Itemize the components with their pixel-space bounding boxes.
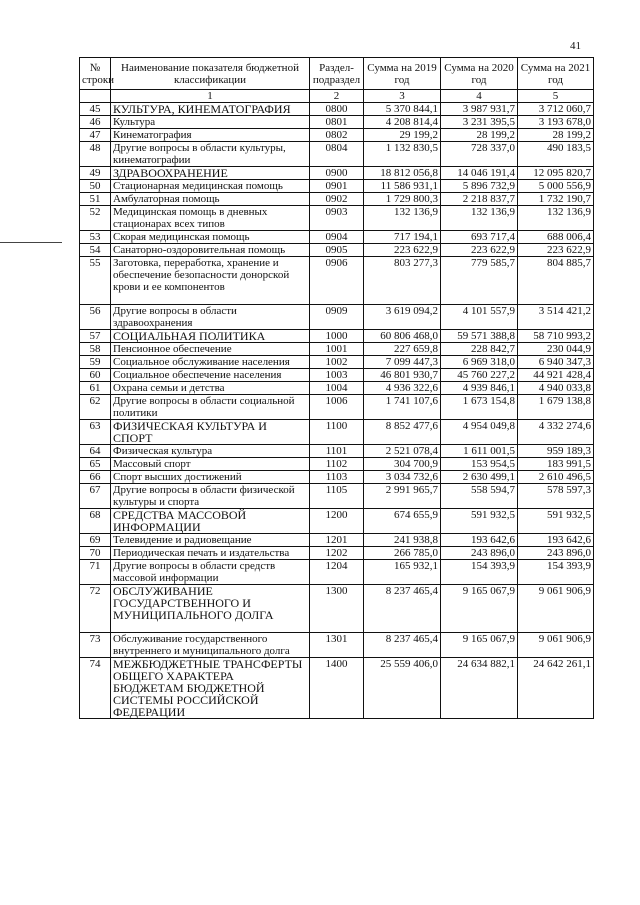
- amount-2021: 9 061 906,9: [518, 633, 594, 658]
- amount-2021: 193 642,6: [518, 534, 594, 547]
- amount-2020: 591 932,5: [441, 509, 518, 534]
- row-number: 55: [80, 257, 111, 305]
- section-code: 1204: [310, 560, 364, 585]
- amount-2020: 153 954,5: [441, 458, 518, 471]
- row-number: 45: [80, 103, 111, 116]
- row-number: 52: [80, 206, 111, 231]
- amount-2020: 4 954 049,8: [441, 420, 518, 445]
- section-code: 0905: [310, 244, 364, 257]
- header-2021: Сумма на 2021 год: [518, 58, 594, 90]
- amount-2020: 2 630 499,1: [441, 471, 518, 484]
- indicator-name: Кинематография: [111, 129, 310, 142]
- row-number: 48: [80, 142, 111, 167]
- indicator-name: Физическая культура: [111, 445, 310, 458]
- row-number: 63: [80, 420, 111, 445]
- table-row: [80, 356, 594, 369]
- section-code: 0801: [310, 116, 364, 129]
- amount-2021: 3 712 060,7: [518, 103, 594, 116]
- amount-2021: 3 514 421,2: [518, 305, 594, 330]
- amount-2020: 132 136,9: [441, 206, 518, 231]
- indicator-name: Обслуживание государственного внутреннего и муниципального долга: [111, 633, 310, 658]
- amount-2019: 1 741 107,6: [364, 395, 441, 420]
- amount-2020: 9 165 067,9: [441, 585, 518, 633]
- indicator-name: Санаторно-оздоровительная помощь: [111, 244, 310, 257]
- amount-2021: 688 006,4: [518, 231, 594, 244]
- indicator-name: Периодическая печать и издательства: [111, 547, 310, 560]
- indicator-name: МЕЖБЮДЖЕТНЫЕ ТРАНСФЕРТЫ ОБЩЕГО ХАРАКТЕРА БЮДЖЕТАМ БЮДЖЕТНОЙ СИСТЕМЫ РОССИЙСКОЙ ФЕДЕРАЦИИ: [111, 658, 310, 719]
- amount-2019: 3 619 094,2: [364, 305, 441, 330]
- amount-2021: 3 193 678,0: [518, 116, 594, 129]
- amount-2019: 266 785,0: [364, 547, 441, 560]
- amount-2020: 9 165 067,9: [441, 633, 518, 658]
- section-code: 1101: [310, 445, 364, 458]
- amount-2020: 3 231 395,5: [441, 116, 518, 129]
- amount-2021: 490 183,5: [518, 142, 594, 167]
- header-section: Раздел-подраздел: [310, 58, 364, 90]
- amount-2019: 29 199,2: [364, 129, 441, 142]
- amount-2020: 2 218 837,7: [441, 193, 518, 206]
- table-row: [80, 445, 594, 458]
- indicator-name: Пенсионное обеспечение: [111, 343, 310, 356]
- table-body: [80, 103, 594, 719]
- amount-2021: 154 393,9: [518, 560, 594, 585]
- table-row: [80, 458, 594, 471]
- section-code: 1300: [310, 585, 364, 633]
- section-code: 1000: [310, 330, 364, 343]
- row-number: 62: [80, 395, 111, 420]
- amount-2019: 165 932,1: [364, 560, 441, 585]
- amount-2019: 11 586 931,1: [364, 180, 441, 193]
- amount-2021: 230 044,9: [518, 343, 594, 356]
- row-number: 69: [80, 534, 111, 547]
- amount-2021: 183 991,5: [518, 458, 594, 471]
- amount-2019: 18 812 056,8: [364, 167, 441, 180]
- section-code: 1202: [310, 547, 364, 560]
- table-row: [80, 509, 594, 534]
- section-code: 0900: [310, 167, 364, 180]
- row-number: 72: [80, 585, 111, 633]
- table-row: [80, 142, 594, 167]
- indicator-name: Спорт высших достижений: [111, 471, 310, 484]
- section-code: 0909: [310, 305, 364, 330]
- header-indicator-name: Наименование показателя бюджетной классификации: [111, 58, 310, 90]
- amount-2020: 24 634 882,1: [441, 658, 518, 719]
- amount-2019: 1 132 830,5: [364, 142, 441, 167]
- indicator-name: ЗДРАВООХРАНЕНИЕ: [111, 167, 310, 180]
- row-number: 70: [80, 547, 111, 560]
- indicator-name: Социальное обслуживание населения: [111, 356, 310, 369]
- row-number: 73: [80, 633, 111, 658]
- section-code: 0904: [310, 231, 364, 244]
- amount-2021: 243 896,0: [518, 547, 594, 560]
- amount-2020: 243 896,0: [441, 547, 518, 560]
- column-number: 3: [364, 90, 441, 103]
- indicator-name: СОЦИАЛЬНАЯ ПОЛИТИКА: [111, 330, 310, 343]
- table-row: [80, 547, 594, 560]
- indicator-name: Другие вопросы в области культуры, кинематографии: [111, 142, 310, 167]
- amount-2021: 1 732 190,7: [518, 193, 594, 206]
- header-2020: Сумма на 2020 год: [441, 58, 518, 90]
- amount-2020: 779 585,7: [441, 257, 518, 305]
- amount-2021: 959 189,3: [518, 445, 594, 458]
- amount-2021: 6 940 347,3: [518, 356, 594, 369]
- section-code: 1006: [310, 395, 364, 420]
- table-row: [80, 180, 594, 193]
- row-number: 60: [80, 369, 111, 382]
- row-number: 47: [80, 129, 111, 142]
- amount-2021: 591 932,5: [518, 509, 594, 534]
- amount-2021: 28 199,2: [518, 129, 594, 142]
- indicator-name: СРЕДСТВА МАССОВОЙ ИНФОРМАЦИИ: [111, 509, 310, 534]
- section-code: 0903: [310, 206, 364, 231]
- row-number: 51: [80, 193, 111, 206]
- row-number: 67: [80, 484, 111, 509]
- header-row-number: № строки: [80, 58, 111, 90]
- budget-table: [79, 57, 594, 719]
- section-code: 1301: [310, 633, 364, 658]
- amount-2019: 8 237 465,4: [364, 585, 441, 633]
- amount-2020: 59 571 388,8: [441, 330, 518, 343]
- indicator-name: Медицинская помощь в дневных стационарах всех типов: [111, 206, 310, 231]
- table-row: [80, 330, 594, 343]
- amount-2019: 46 801 930,7: [364, 369, 441, 382]
- section-code: 1201: [310, 534, 364, 547]
- row-number: 61: [80, 382, 111, 395]
- page-number: 41: [570, 40, 581, 52]
- amount-2019: 803 277,3: [364, 257, 441, 305]
- section-code: 0804: [310, 142, 364, 167]
- row-number: 65: [80, 458, 111, 471]
- row-number: 68: [80, 509, 111, 534]
- amount-2019: 717 194,1: [364, 231, 441, 244]
- section-code: 0906: [310, 257, 364, 305]
- amount-2019: 2 991 965,7: [364, 484, 441, 509]
- amount-2019: 304 700,9: [364, 458, 441, 471]
- amount-2020: 28 199,2: [441, 129, 518, 142]
- column-number: 5: [518, 90, 594, 103]
- row-number: 64: [80, 445, 111, 458]
- indicator-name: Другие вопросы в области физической культуры и спорта: [111, 484, 310, 509]
- table-header: [80, 58, 594, 103]
- row-number: 54: [80, 244, 111, 257]
- table-row: [80, 129, 594, 142]
- amount-2021: 132 136,9: [518, 206, 594, 231]
- table-row: [80, 231, 594, 244]
- section-code: 1003: [310, 369, 364, 382]
- amount-2019: 8 852 477,6: [364, 420, 441, 445]
- indicator-name: Скорая медицинская помощь: [111, 231, 310, 244]
- table-row: [80, 585, 594, 633]
- indicator-name: Культура: [111, 116, 310, 129]
- amount-2021: 44 921 428,4: [518, 369, 594, 382]
- table-row: [80, 395, 594, 420]
- amount-2021: 5 000 556,9: [518, 180, 594, 193]
- amount-2021: 24 642 261,1: [518, 658, 594, 719]
- amount-2021: 12 095 820,7: [518, 167, 594, 180]
- indicator-name: Социальное обеспечение населения: [111, 369, 310, 382]
- table-row: [80, 305, 594, 330]
- amount-2020: 4 939 846,1: [441, 382, 518, 395]
- section-code: 0901: [310, 180, 364, 193]
- amount-2019: 4 208 814,4: [364, 116, 441, 129]
- indicator-name: ОБСЛУЖИВАНИЕ ГОСУДАРСТВЕННОГО И МУНИЦИПАЛЬНОГО ДОЛГА: [111, 585, 310, 633]
- amount-2020: 693 717,4: [441, 231, 518, 244]
- indicator-name: ФИЗИЧЕСКАЯ КУЛЬТУРА И СПОРТ: [111, 420, 310, 445]
- amount-2019: 4 936 322,6: [364, 382, 441, 395]
- amount-2019: 132 136,9: [364, 206, 441, 231]
- indicator-name: Амбулаторная помощь: [111, 193, 310, 206]
- row-number: 74: [80, 658, 111, 719]
- row-number: 46: [80, 116, 111, 129]
- table-row: [80, 471, 594, 484]
- amount-2020: 154 393,9: [441, 560, 518, 585]
- table-row: [80, 343, 594, 356]
- amount-2021: 1 679 138,8: [518, 395, 594, 420]
- amount-2020: 14 046 191,4: [441, 167, 518, 180]
- amount-2021: 9 061 906,9: [518, 585, 594, 633]
- amount-2019: 223 622,9: [364, 244, 441, 257]
- table-row: [80, 484, 594, 509]
- amount-2020: 45 760 227,2: [441, 369, 518, 382]
- table-row: [80, 658, 594, 719]
- row-number: 53: [80, 231, 111, 244]
- row-number: 58: [80, 343, 111, 356]
- indicator-name: Телевидение и радиовещание: [111, 534, 310, 547]
- table-row: [80, 382, 594, 395]
- amount-2020: 228 842,7: [441, 343, 518, 356]
- section-code: 1002: [310, 356, 364, 369]
- amount-2020: 6 969 318,0: [441, 356, 518, 369]
- section-code: 1004: [310, 382, 364, 395]
- amount-2020: 3 987 931,7: [441, 103, 518, 116]
- amount-2019: 3 034 732,6: [364, 471, 441, 484]
- indicator-name: Массовый спорт: [111, 458, 310, 471]
- margin-rule: [0, 242, 62, 243]
- table-row: [80, 167, 594, 180]
- column-number: 2: [310, 90, 364, 103]
- amount-2020: 558 594,7: [441, 484, 518, 509]
- row-number: 49: [80, 167, 111, 180]
- table-row: [80, 193, 594, 206]
- table-row: [80, 560, 594, 585]
- amount-2021: 804 885,7: [518, 257, 594, 305]
- indicator-name: Заготовка, переработка, хранение и обеспечение безопасности донорской крови и ее компонентов: [111, 257, 310, 305]
- table-row: [80, 244, 594, 257]
- amount-2020: 193 642,6: [441, 534, 518, 547]
- amount-2019: 7 099 447,3: [364, 356, 441, 369]
- table-row: [80, 369, 594, 382]
- amount-2020: 1 673 154,8: [441, 395, 518, 420]
- indicator-name: Охрана семьи и детства: [111, 382, 310, 395]
- amount-2020: 5 896 732,9: [441, 180, 518, 193]
- section-code: 0800: [310, 103, 364, 116]
- amount-2019: 674 655,9: [364, 509, 441, 534]
- amount-2019: 5 370 844,1: [364, 103, 441, 116]
- table-row: [80, 420, 594, 445]
- amount-2019: 60 806 468,0: [364, 330, 441, 343]
- table-row: [80, 534, 594, 547]
- amount-2020: 1 611 001,5: [441, 445, 518, 458]
- section-code: 1102: [310, 458, 364, 471]
- amount-2021: 578 597,3: [518, 484, 594, 509]
- table-row: [80, 633, 594, 658]
- column-numbers-row: [80, 90, 594, 103]
- row-number: 66: [80, 471, 111, 484]
- amount-2019: 241 938,8: [364, 534, 441, 547]
- row-number: 50: [80, 180, 111, 193]
- indicator-name: Другие вопросы в области здравоохранения: [111, 305, 310, 330]
- table-row: [80, 103, 594, 116]
- indicator-name: Стационарная медицинская помощь: [111, 180, 310, 193]
- amount-2019: 2 521 078,4: [364, 445, 441, 458]
- row-number: 57: [80, 330, 111, 343]
- row-number: 56: [80, 305, 111, 330]
- section-code: 1001: [310, 343, 364, 356]
- amount-2019: 227 659,8: [364, 343, 441, 356]
- table-row: [80, 257, 594, 305]
- table-row: [80, 206, 594, 231]
- amount-2019: 8 237 465,4: [364, 633, 441, 658]
- column-number: [80, 90, 111, 103]
- row-number: 71: [80, 560, 111, 585]
- column-number: 4: [441, 90, 518, 103]
- section-code: 1105: [310, 484, 364, 509]
- section-code: 1100: [310, 420, 364, 445]
- header-2019: Сумма на 2019 год: [364, 58, 441, 90]
- amount-2021: 4 940 033,8: [518, 382, 594, 395]
- section-code: 1200: [310, 509, 364, 534]
- amount-2021: 223 622,9: [518, 244, 594, 257]
- indicator-name: Другие вопросы в области социальной политики: [111, 395, 310, 420]
- table-row: [80, 116, 594, 129]
- amount-2019: 1 729 800,3: [364, 193, 441, 206]
- indicator-name: Другие вопросы в области средств массовой информации: [111, 560, 310, 585]
- indicator-name: КУЛЬТУРА, КИНЕМАТОГРАФИЯ: [111, 103, 310, 116]
- row-number: 59: [80, 356, 111, 369]
- column-number: 1: [111, 90, 310, 103]
- amount-2020: 728 337,0: [441, 142, 518, 167]
- section-code: 0802: [310, 129, 364, 142]
- amount-2020: 223 622,9: [441, 244, 518, 257]
- section-code: 1103: [310, 471, 364, 484]
- amount-2021: 2 610 496,5: [518, 471, 594, 484]
- amount-2019: 25 559 406,0: [364, 658, 441, 719]
- section-code: 0902: [310, 193, 364, 206]
- amount-2021: 58 710 993,2: [518, 330, 594, 343]
- amount-2021: 4 332 274,6: [518, 420, 594, 445]
- section-code: 1400: [310, 658, 364, 719]
- amount-2020: 4 101 557,9: [441, 305, 518, 330]
